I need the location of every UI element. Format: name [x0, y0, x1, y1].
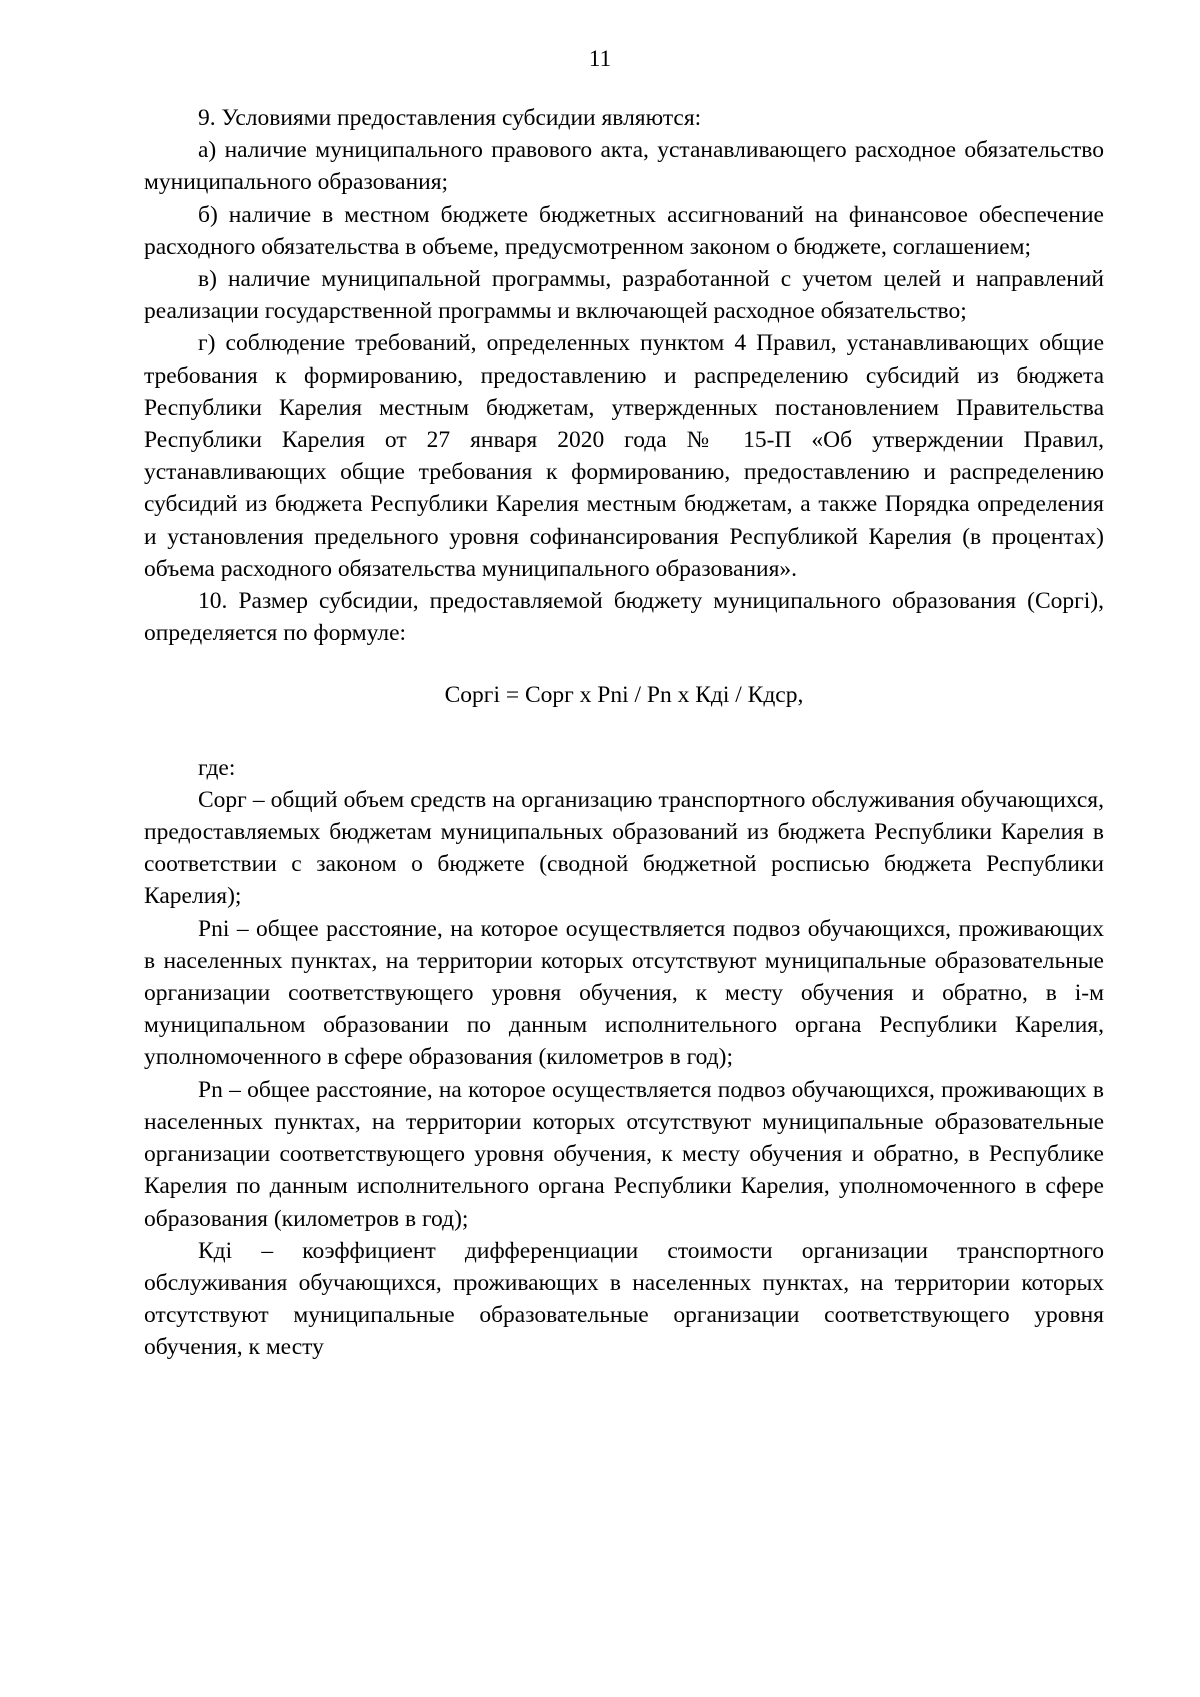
clause-9-intro: 9. Условиями предоставления субсидии являются: [198, 105, 702, 131]
document-body [144, 102, 1104, 1364]
page-number: 11 [588, 46, 612, 71]
definition-kdi: Кдi – коэффициент дифференциации стоимости организации транспортного обслуживания обучающихся, проживающих в населенных пунктах, на территории которых отсутствуют муниципальные образовательные организации соответствующего уровня обучения, к месту [144, 1237, 1104, 1361]
subsidy-formula: Соргi = Сорг х Рni / Рn х Кдi / Кдср, [444, 682, 804, 709]
clause-10-intro: 10. Размер субсидии, предоставляемой бюджету муниципального образования (Соргi), определяется по формуле: [144, 588, 1104, 647]
definition-sorg: Сорг – общий объем средств на организацию транспортного обслуживания обучающихся, предоставляемых бюджетам муниципальных образований из бюджета Республики Карелия в соответствии с законом о бюджете (сводной бюджетной росписью бюджета Республики Карелия); [144, 786, 1104, 910]
clause-9-item-g: г) соблюдение требований, определенных пунктом 4 Правил, устанавливающих общие требования к формированию, предоставлению и распределению субсидий из бюджета Республики Карелия местным бюджетам, утвержденных постановлением Правительства Республики Карелия от 27 января 2020 года № 15-П «Об утверждении Правил, устанавливающих общие требования к формированию, предоставлению и распределению субсидий из бюджета Республики Карелия местным бюджетам, а также Порядка определения и установления предельного уровня софинансирования Республикой Карелия (в процентах) объема расходного обязательства муниципального образования». [144, 330, 1104, 582]
formula-where-label: где: [198, 754, 236, 781]
clause-9-item-v: в) наличие муниципальной программы, разработанной с учетом целей и направлений реализации государственной программы и включающей расходное обязательство; [144, 266, 1104, 325]
clause-9-item-a: а) наличие муниципального правового акта, устанавливающего расходное обязательство муниципального образования; [144, 137, 1104, 196]
definition-pni: Рni – общее расстояние, на которое осуществляется подвоз обучающихся, проживающих в населенных пунктах, на территории которых отсутствуют муниципальные образовательные организации соответствующего уровня обучения, к месту обучения и обратно, в i-м муниципальном образовании по данным исполнительного органа Республики Карелия, уполномоченного в сфере образования (километров в год); [144, 915, 1104, 1071]
definition-pn: Рn – общее расстояние, на которое осуществляется подвоз обучающихся, проживающих в населенных пунктах, на территории которых отсутствуют муниципальные образовательные организации соответствующего уровня обучения, к месту обучения и обратно, в Республике Карелия по данным исполнительного органа Республики Карелия, уполномоченного в сфере образования (километров в год); [144, 1076, 1104, 1232]
clause-9-item-b: б) наличие в местном бюджете бюджетных ассигнований на финансовое обеспечение расходного обязательства в объеме, предусмотренном законом о бюджете, соглашением; [144, 201, 1104, 260]
